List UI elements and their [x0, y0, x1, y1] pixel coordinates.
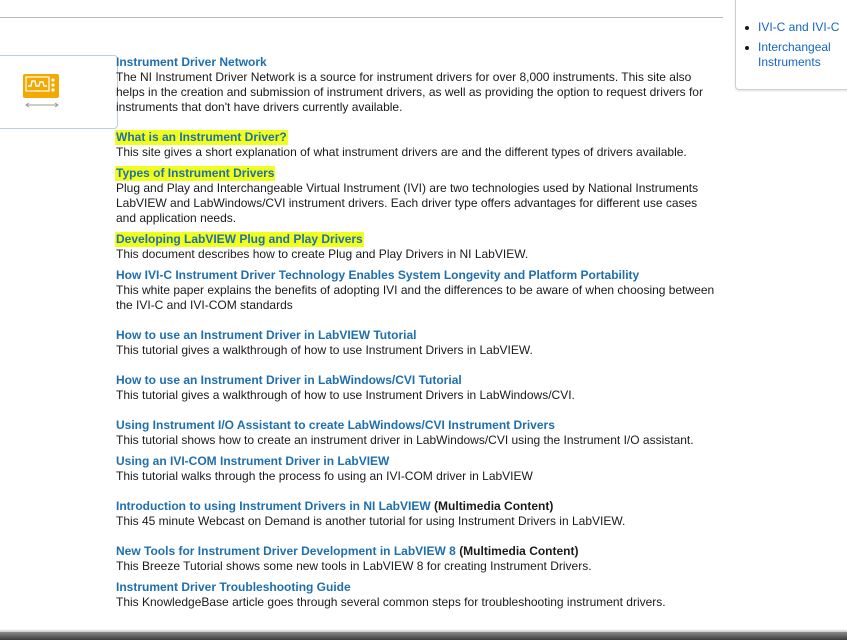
entry-description: This tutorial walks through the process fo using an IVI-COM driver in LabVIEW	[116, 469, 533, 483]
entry-description: This 45 minute Webcast on Demand is another tutorial for using Instrument Drivers in LabVIEW.	[116, 514, 626, 528]
entry-description: This site gives a short explanation of what instrument drivers are and the different types of drivers available.	[116, 145, 687, 159]
list-item	[116, 328, 716, 358]
entry-description: Plug and Play and Interchangeable Virtual Instrument (IVI) are two technologies used by National Instruments LabVIEW and LabWindows/CVI instrument drivers. Each driver type offers advantages for different use cases and application needs.	[116, 181, 699, 225]
entry-description: The NI Instrument Driver Network is a source for instrument drivers for over 8,000 instruments. This site also helps in the creation and submission of instrument drivers, as well as providing the option to request drivers for instruments that don't have drivers currently available.	[116, 70, 703, 114]
list-item	[116, 499, 716, 529]
resource-link[interactable]: Interchangeal Instruments	[758, 40, 831, 69]
top-divider	[0, 17, 723, 18]
link-ivi-com-labview[interactable]: Using an IVI-COM Instrument Driver in LabVIEW	[116, 454, 390, 468]
list-item	[116, 454, 716, 484]
window-bottom-edge	[0, 632, 847, 640]
resource-link[interactable]: IVI-C and IVI-C	[758, 20, 840, 34]
list-item	[116, 268, 716, 313]
entry-description: This tutorial shows how to create an instrument driver in LabWindows/CVI using the Instrument I/O assistant.	[116, 433, 694, 447]
entry-description: This tutorial gives a walkthrough of how to use Instrument Drivers in LabWindows/CVI.	[116, 388, 575, 402]
list-item	[116, 166, 716, 226]
list-item	[116, 373, 716, 403]
link-labwindows-cvi-tutorial[interactable]: How to use an Instrument Driver in LabWindows/CVI Tutorial	[116, 373, 462, 387]
instrument-icon	[22, 72, 62, 110]
multimedia-tag: (Multimedia Content)	[434, 499, 554, 513]
list-item	[116, 232, 716, 262]
multimedia-tag: (Multimedia Content)	[459, 544, 579, 558]
resources-list	[758, 20, 847, 75]
list-item	[116, 544, 716, 574]
list-item	[116, 130, 716, 160]
link-labview-tutorial[interactable]: How to use an Instrument Driver in LabVIEW Tutorial	[116, 328, 417, 342]
link-what-is-instrument-driver[interactable]: What is an Instrument Driver?	[116, 130, 287, 144]
link-troubleshooting-guide[interactable]: Instrument Driver Troubleshooting Guide	[116, 580, 351, 594]
list-item	[116, 418, 716, 448]
link-developing-labview-pnp-drivers[interactable]: Developing LabVIEW Plug and Play Drivers	[116, 232, 363, 246]
entry-description: This Breeze Tutorial shows some new tools in LabVIEW 8 for creating Instrument Drivers.	[116, 559, 592, 573]
link-ivi-c-technology[interactable]: How IVI-C Instrument Driver Technology Enables System Longevity and Platform Portability	[116, 268, 640, 282]
resource-item[interactable]	[758, 20, 847, 35]
link-new-tools-labview-8[interactable]: New Tools for Instrument Driver Development in LabVIEW 8	[116, 544, 456, 558]
resource-item[interactable]	[758, 40, 847, 70]
link-intro-instrument-drivers[interactable]: Introduction to using Instrument Drivers in NI LabVIEW	[116, 499, 431, 513]
entry-description: This white paper explains the benefits of adopting IVI and the differences to be aware of when choosing between the IVI-C and IVI-COM standards	[116, 283, 715, 312]
list-item	[116, 580, 716, 610]
entry-description: This tutorial gives a walkthrough of how to use Instrument Drivers in LabVIEW.	[116, 343, 533, 357]
link-instrument-driver-network[interactable]: Instrument Driver Network	[116, 55, 267, 69]
list-item	[116, 55, 716, 115]
resources-panel	[735, 0, 847, 90]
instrument-thumbnail[interactable]	[0, 55, 118, 129]
link-io-assistant[interactable]: Using Instrument I/O Assistant to create LabWindows/CVI Instrument Drivers	[116, 418, 555, 432]
entry-description: This KnowledgeBase article goes through several common steps for troubleshooting instrument drivers.	[116, 595, 666, 609]
link-types-of-instrument-drivers[interactable]: Types of Instrument Drivers	[116, 166, 275, 180]
entry-description: This document describes how to create Plug and Play Drivers in NI LabVIEW.	[116, 247, 529, 261]
